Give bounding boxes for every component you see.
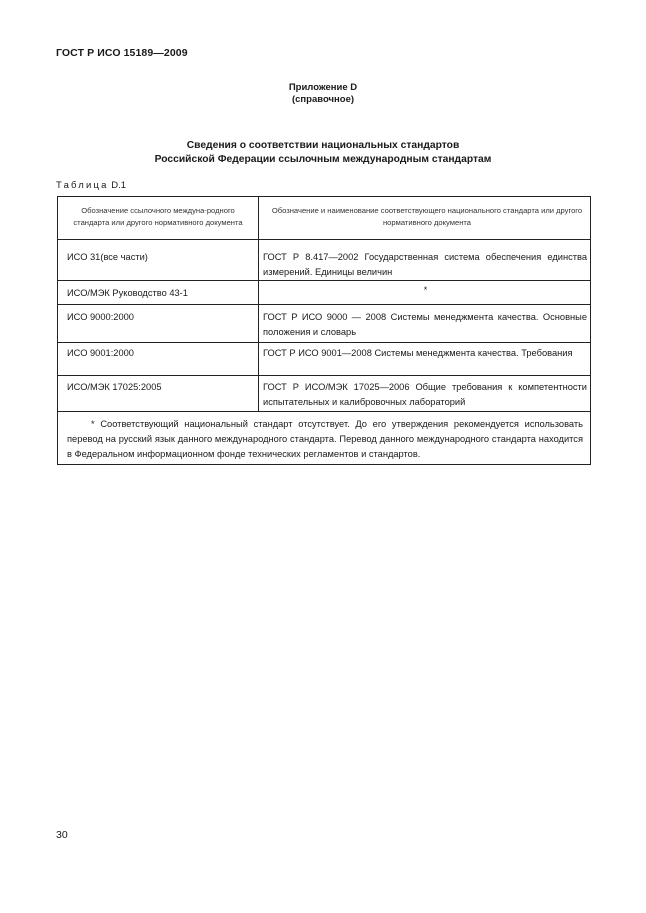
- table-caption-number: D.1: [111, 180, 127, 191]
- table-cell-national: ГОСТ Р 8.417—2002 Государственная система обеспечения единства измерений. Единицы величин: [263, 252, 587, 277]
- table-cell-national: ГОСТ Р ИСО 9001—2008 Системы менеджмента качества. Требования: [263, 348, 573, 358]
- row-divider: [58, 239, 590, 240]
- row-divider: [58, 342, 590, 343]
- footnote-divider: [58, 411, 590, 412]
- table-caption-prefix: Таблица: [56, 180, 109, 191]
- table-cell-international: ИСО 31(все части): [67, 252, 148, 262]
- section-heading-line-2: Российской Федерации ссылочным международным стандартам: [154, 154, 492, 165]
- table-cell-national: ГОСТ Р ИСО 9000 — 2008 Системы менеджмента качества. Основные положения и словарь: [263, 312, 587, 337]
- row-divider: [58, 375, 590, 376]
- correspondence-table: [57, 196, 591, 465]
- appendix-type: (справочное): [291, 94, 355, 105]
- table-header-international: Обозначение ссылочного междуна-родного стандарта или другого нормативного документа: [73, 206, 243, 227]
- appendix-title: Приложение D: [288, 82, 358, 93]
- table-cell-international: ИСО/МЭК 17025:2005: [67, 382, 162, 392]
- table-cell-national: ГОСТ Р ИСО/МЭК 17025—2006 Общие требования к компетентности испытательных и калибровочных лабораторий: [263, 382, 587, 407]
- table-header-national: Обозначение и наименование соответствующего национального стандарта или другого нормативного документа: [271, 206, 583, 227]
- row-divider: [58, 280, 590, 281]
- page-number: 30: [56, 829, 68, 841]
- table-cell-national: *: [423, 285, 428, 295]
- table-footnote: * Соответствующий национальный стандарт отсутствует. До его утверждения рекомендуется использовать перевод на русский язык данного международного стандарта. Перевод данного международного стандарта находится в Федеральном информационном фонде технических регламентов и стандартов.: [67, 419, 583, 459]
- table-caption: [56, 180, 126, 191]
- section-heading-line-1: Сведения о соответствии национальных стандартов: [186, 140, 460, 151]
- table-cell-international: ИСО 9000:2000: [67, 312, 134, 322]
- table-cell-international: ИСО 9001:2000: [67, 348, 134, 358]
- document-code: ГОСТ Р ИСО 15189—2009: [56, 47, 188, 59]
- table-cell-international: ИСО/МЭК Руководство 43-1: [67, 288, 188, 298]
- row-divider: [58, 304, 590, 305]
